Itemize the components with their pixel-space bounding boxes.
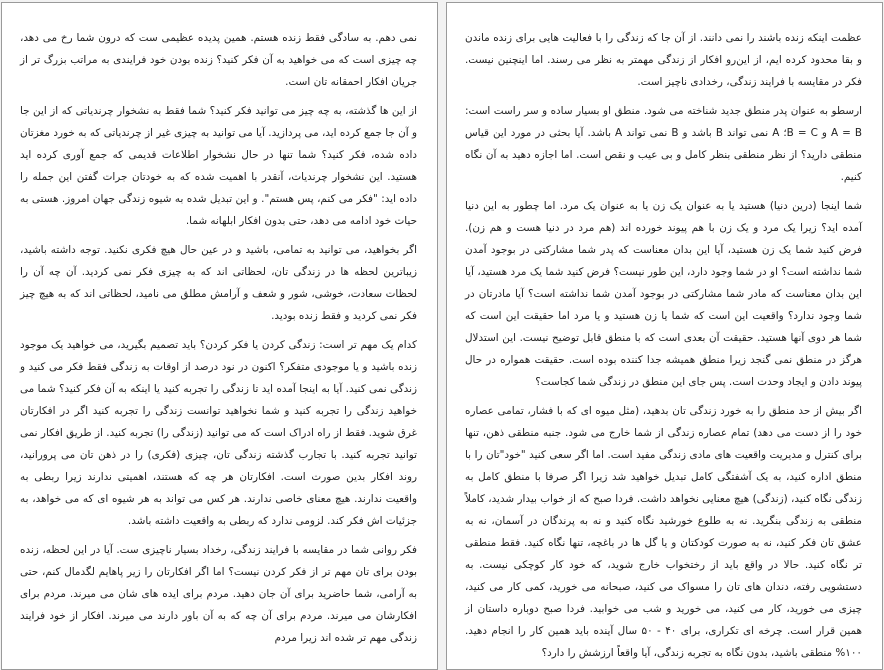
paragraph: فکر روانی شما در مقایسه با فرایند زندگی، رخداد بسیار ناچیزی ست. آیا در این لحظه، زنده بودن برای تان مهم تر از فکر کردن نیست؟ اما اگر افکارتان را زیر پاهایم لگدمال کنم، حتی به آرامی، شما حاضرید برای آن جان دهید. مردم برای ایده های شان می میرند. مردم برای افکارشان می میرند. مردم برای آن چه که به آن باور دارند می میرند. افکار از خود فرایند زندگی مهم تر شده اند زیرا مردم [20,544,417,644]
page-left [1,2,438,670]
paragraph: عظمت اینکه زنده باشند را نمی دانند. از آن جا که زندگی را با فعالیت هایی برای زنده ماندن و بقا محدود کرده ایم، از این‌رو افکار از زندگی مهمتر به نظر می رسند. اما اینچنین نیست. فکر در مقایسه با فرایند زندگی، رخدادی ناچیز است. [465,32,862,88]
paragraph: اگر بخواهید، می توانید به تمامی، باشید و در عین حال هیچ فکری نکنید. توجه داشته باشید، زیباترین لحظه ها در زندگی تان، لحظاتی اند که به چیزی فکر نمی کردید. آن چه آن را لحظات سعادت، خوشی، شور و شعف و آرامش مطلق می نامید، لحظاتی اند که به هیچ چیز فکر نمی کردید و فقط زنده بودید. [20,244,417,322]
paragraph: کدام یک مهم تر است: زندگی کردن یا فکر کردن؟ باید تصمیم بگیرید، می خواهید یک موجود زنده باشید و یا موجودی متفکر؟ اکنون در نود درصد از اوقات به زندگی فقط فکر می کنید و زندگی نمی کنید. آیا به اینجا آمده اید تا زندگی را تجربه کنید یا اینکه به آن فکر کنید؟ شما می خواهید زندگی را تجربه کنید و شما نخواهید توانست زندگی را تجربه کنید اگر در افکارتان غرق شوید. فقط از راه ادراک است که می توانید (زندگی را) تجربه کنید. از طریق افکار نمی توانید تجربه کنید. با تجارب گذشته زندگی تان، چیزی (فکری) را در ذهن تان می پرورانید، روند افکار بدین صورت است. افکارتان هر چه که هستند، اهمیتی ندارند زیرا ربطی به واقعیت ندارند. هیچ معنای خاصی ندارند. هر کس می تواند به هر شیوه ای که می خواهد، به جزئیات اش فکر کند. لزومی ندارد که ربطی به واقعیت داشته باشد. [20,339,417,527]
text-column-right [465,27,862,670]
paragraph: از این ها گذشته، به چه چیز می توانید فکر کنید؟ شما فقط به نشخوار چرندیاتی که از این جا و آن جا جمع کرده اید، می پردازید. آیا می توانید به چیزی غیر از چرندیاتی که به خورد مغزتان داده شده، فکر کنید؟ شما تنها در حال نشخوار اطلاعات قدیمی که جمع آوری کرده اید هستید. این نشخوار چرندیات، آنقدر با اهمیت شده که به خودتان جرات گفتن این جمله را داده اید: "فکر می کنم، پس هستم". و این تبدیل شده به شیوه زندگی جهان امروز. هستی به حیات خود ادامه می دهد، حتی بدون افکار ابلهانه شما. [20,105,417,227]
paragraph: نمی دهم. به سادگی فقط زنده هستم. همین پدیده عظیمی ست که درون شما رخ می دهد، چه چیزی است که می خواهید به آن فکر کنید؟ زنده بودن خود فرایندی به مراتب بزرگ تر از جریان افکار احمقانه تان است. [20,32,417,88]
page-right [446,2,883,670]
paragraph: ارسطو به عنوان پدر منطق جدید شناخته می شود. منطق او بسیار ساده و سر راست است: A = B و B = C؛ A نمی تواند B باشد و B نمی تواند A باشد. آیا بحثی در مورد این قیاس منطقی دارید؟ از نظر منطقی بنظر کامل و بی عیب و نقص است. اما اجازه دهید به آن نگاه کنیم. [465,105,862,183]
text-column-left [20,27,417,656]
paragraph: شما اینجا (درین دنیا) هستید یا به عنوان یک زن یا به عنوان یک مرد. اما چطور به این دنیا آمده اید؟ زیرا یک مرد و یک زن با هم پیوند خورده اند (هم مرد در دنیا هست و هم زن). فرض کنید شما یک زن هستید، آیا این بدان معناست که پدر شما مشارکتی در بوجود آمدن شما نداشته است؟ او در شما وجود دارد، این طور نیست؟ فرض کنید شما یک مرد هستید، آیا این بدان معناست که مادر شما مشارکتی در بوجود آمدن شما نداشته است؟ آیا مادرتان در شما وجود ندارد؟ واقعیت این است که شما یا زن هستید و یا مرد اما حقیقت این است که شما هر دوی آنها هستید. حقیقت آن بعدی است که با منطق قابل توضیح نیست. این استدلال هرگز در منطق نمی گنجد زیرا منطق همیشه جدا کننده بوده است. حقیقت همواره در حال پیوند دادن و ایجاد وحدت است. پس جای این منطق در زندگی شما کجاست؟ [465,200,862,388]
paragraph: اگر بیش از حد منطق را به خورد زندگی تان بدهید، (مثل میوه ای که با فشار، تمامی عصاره خود را از دست می دهد) تمام عصاره زندگی از شما خارج می شود. جنبه منطقی ذهن، تنها برای کنترل و مدیریت واقعیت های مادی زندگی مفید است. اما اگر سعی کنید "خود"تان را با منطق اداره کنید، به یک آشفتگی کامل تبدیل خواهید شد زیرا اگر صرفا با منطق کامل به زندگی نگاه کنید، (زندگی) هیچ معنایی نخواهد داشت. فردا صبح که از خواب بیدار شدید، کاملاً منطقی به زندگی بنگرید. نه به طلوع خورشید نگاه کنید و نه به پرندگان در آسمان، نه به عشق تان فکر کنید، نه به صورت کودکتان و یا گل ها در باغچه، تنها نگاه کنید. فقط منطقی تر نگاه کنید. حالا در واقع باید از رختخواب خارج شوید، که خود کار کوچکی نیست. به دستشویی رفته، دندان های تان را مسواک می کنید، صبحانه می خورید، کمی کار می کنید، چیزی می خورید، کار می کنید، می خورید و شب می خوابید. فردا صبح دوباره داستان از همین قرار است. چرخه ای تکراری، برای ۴۰ - ۵۰ سال آینده باید همین کار را انجام دهید. ۱۰۰% منطقی باشید، بدون نگاه به تجربه زندگی، آیا واقعاً ارزشش را دارد؟ [465,405,862,659]
